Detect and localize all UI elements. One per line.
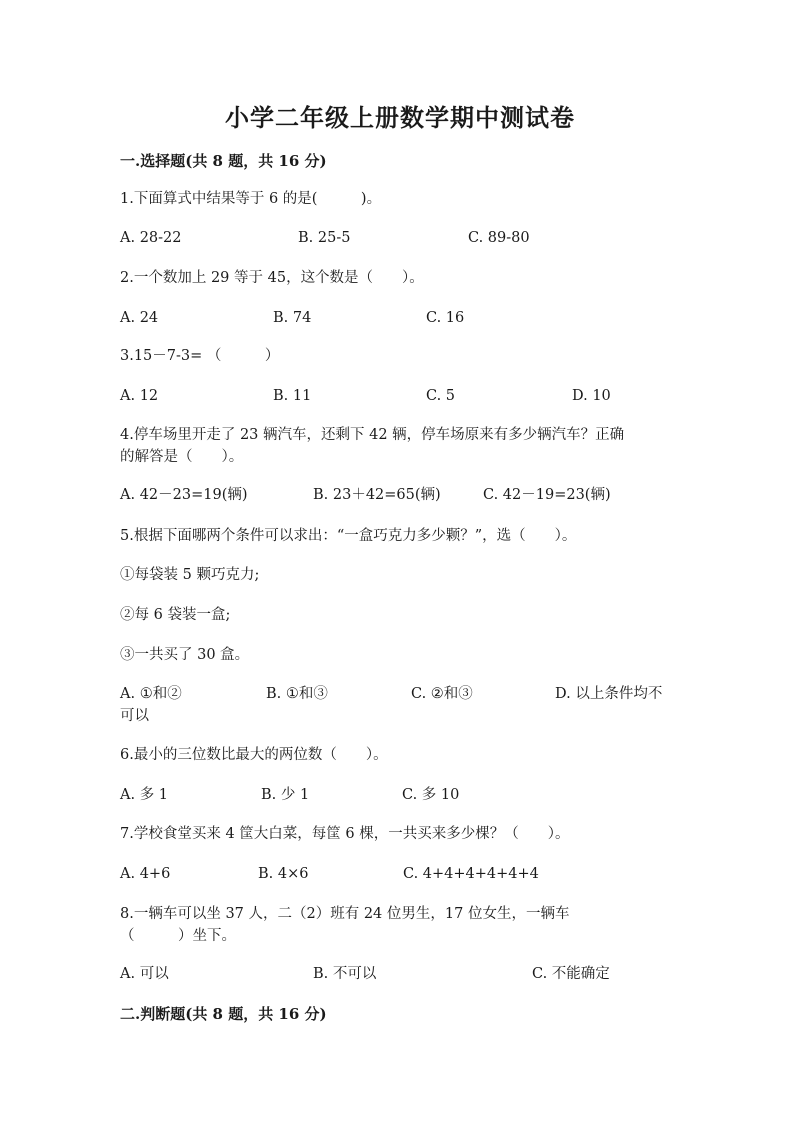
question-4-option-b: B. 23＋42=65(辆)	[313, 487, 441, 503]
question-5-stem: 5.根据下面哪两个条件可以求出：“一盒巧克力多少颗？”，选（ ）。	[120, 528, 577, 544]
question-5-condition-1: ①每袋装 5 颗巧克力;	[120, 567, 260, 583]
section-heading-true-false: 二.判断题(共 8 题，共 16 分)	[120, 1005, 327, 1023]
question-1-option-c: C. 89-80	[468, 230, 530, 246]
question-6-stem: 6.最小的三位数比最大的两位数（ ）。	[120, 747, 388, 763]
question-2-option-a: A. 24	[120, 310, 159, 326]
question-5-condition-3: ③一共买了 30 盒。	[120, 647, 250, 663]
question-5-option-c: C. ②和③	[411, 686, 473, 702]
question-8-stem-line1: 8.一辆车可以坐 37 人，二（2）班有 24 位男生，17 位女生，一辆车	[120, 906, 570, 922]
question-8-option-a: A. 可以	[120, 966, 169, 982]
question-4-stem-line1: 4.停车场里开走了 23 辆汽车，还剩下 42 辆，停车场原来有多少辆汽车？正确	[120, 427, 625, 443]
section-heading-choice: 一.选择题(共 8 题，共 16 分)	[120, 152, 327, 170]
question-7-option-a: A. 4+6	[120, 866, 171, 882]
page-title: 小学二年级上册数学期中测试卷	[225, 103, 575, 132]
question-3-stem: 3.15－7-3= （ ）	[120, 348, 280, 364]
question-7-option-c: C. 4+4+4+4+4+4	[403, 866, 539, 882]
question-5-option-d-continuation: 可以	[120, 708, 149, 724]
question-2-stem: 2.一个数加上 29 等于 45，这个数是（ ）。	[120, 270, 424, 286]
question-2-option-b: B. 74	[273, 310, 312, 326]
question-5-condition-2: ②每 6 袋装一盒;	[120, 607, 231, 623]
question-1-option-b: B. 25-5	[298, 230, 351, 246]
question-8-option-c: C. 不能确定	[532, 966, 610, 982]
question-8-option-b: B. 不可以	[313, 966, 377, 982]
question-4-option-c: C. 42－19=23(辆)	[483, 487, 611, 503]
question-4-stem-line2: 的解答是（ ）。	[120, 449, 244, 465]
question-2-option-c: C. 16	[426, 310, 465, 326]
question-4-option-a: A. 42－23=19(辆)	[120, 487, 248, 503]
question-7-stem: 7.学校食堂买来 4 筐大白菜，每筐 6 棵，一共买来多少棵？（ ）。	[120, 826, 570, 842]
question-8-stem-line2: （ ）坐下。	[120, 928, 236, 944]
question-7-option-b: B. 4×6	[258, 866, 309, 882]
question-5-option-b: B. ①和③	[266, 686, 328, 702]
question-3-option-c: C. 5	[426, 388, 456, 404]
question-3-option-d: D. 10	[572, 388, 611, 404]
question-6-option-b: B. 少 1	[261, 787, 310, 803]
question-1-stem: 1.下面算式中结果等于 6 的是( )。	[120, 191, 382, 207]
question-5-option-d: D. 以上条件均不	[555, 686, 663, 702]
question-3-option-a: A. 12	[120, 388, 159, 404]
question-3-option-b: B. 11	[273, 388, 312, 404]
question-5-option-a: A. ①和②	[120, 686, 182, 702]
question-6-option-c: C. 多 10	[402, 787, 460, 803]
question-1-option-a: A. 28-22	[120, 230, 182, 246]
question-6-option-a: A. 多 1	[120, 787, 169, 803]
